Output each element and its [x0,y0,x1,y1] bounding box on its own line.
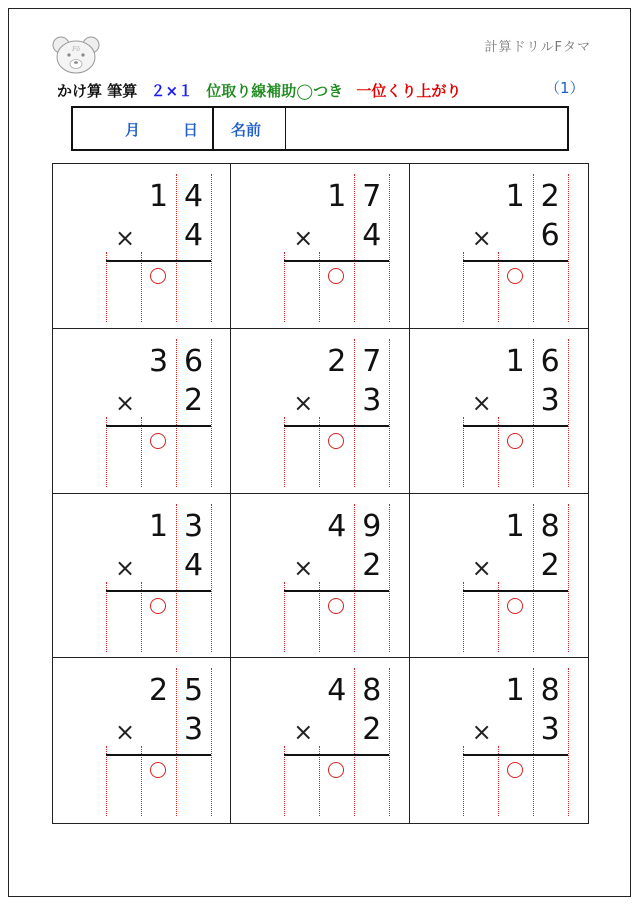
place-guide-line [498,582,499,652]
problem-cell [231,658,409,823]
multiplier-digit: 4 [183,218,204,253]
problem-cell [53,329,231,494]
place-guide-line [211,504,212,652]
multiplier-digit: 3 [362,382,382,418]
times-sign: × [293,388,314,417]
place-guide-line [319,252,320,322]
answer-line [106,754,211,756]
answer-line [284,590,389,592]
multiplication-problem [106,504,211,644]
multiplier-digit: 3 [183,712,204,748]
multiplier-digit: 3 [540,712,560,748]
page-number: （1） [545,79,585,97]
multiplicand-ones: 2 [540,179,560,214]
answer-line [463,260,568,262]
multiplication-problem [463,174,568,314]
multiplication-problem [284,668,389,808]
multiplier-digit: 3 [540,382,560,418]
carry-circle-icon [507,433,523,449]
problem-cell [53,494,231,659]
multiplication-problem [463,668,568,808]
problem-cell [410,494,588,659]
answer-line [463,754,568,756]
place-guide-line [463,582,464,652]
times-sign: × [471,553,492,582]
place-guide-line [319,582,320,652]
place-guide-line [389,174,390,322]
problem-cell [410,329,588,494]
multiplicand-ones: 7 [362,179,382,214]
box-divider [212,108,214,149]
multiplicand-tens: 2 [327,343,347,379]
multiplier-digit: 2 [183,382,204,418]
place-guide-line [389,668,390,816]
carry-circle-icon [507,598,523,614]
answer-line [463,590,568,592]
place-guide-line [211,339,212,487]
multiplication-problem [106,668,211,808]
place-guide-line [498,417,499,487]
place-guide-line [568,668,569,816]
place-guide-line [463,417,464,487]
multiplicand-ones: 8 [540,673,560,709]
place-guide-line [284,417,285,487]
carry-circle-icon [150,268,166,284]
month-label: 月 [125,121,141,139]
multiplicand-tens: 1 [505,343,525,379]
multiplicand-tens: 1 [505,508,525,544]
carry-circle-icon [328,433,344,449]
place-guide-line [498,252,499,322]
place-guide-line [106,252,107,322]
bear-logo-icon [50,35,102,75]
multiplication-problem [463,504,568,644]
problem-cell [410,164,588,329]
title-helper: 位取り線補助◯つき [206,82,344,100]
place-guide-line [389,504,390,652]
multiplication-problem [284,339,389,479]
carry-circle-icon [150,433,166,449]
place-guide-line [141,582,142,652]
place-guide-line [211,668,212,816]
multiplier-digit: 6 [540,218,560,253]
place-guide-line [389,339,390,487]
multiplier-digit: 4 [362,218,382,253]
place-guide-line [211,174,212,322]
name-label: 名前 [231,121,262,139]
title-carry: 一位くり上がり [356,82,462,100]
multiplication-problem [284,504,389,644]
problem-cell [231,494,409,659]
multiplicand-tens: 3 [148,343,169,379]
times-sign: × [471,224,492,252]
problem-grid [52,163,589,824]
answer-line [463,425,568,427]
place-guide-line [568,504,569,652]
multiplicand-tens: 4 [327,508,347,544]
times-sign: × [114,553,136,582]
problem-cell [410,658,588,823]
multiplicand-tens: 4 [327,673,347,709]
place-guide-line [568,339,569,487]
times-sign: × [293,718,314,747]
place-guide-line [141,417,142,487]
multiplicand-tens: 1 [148,179,169,214]
times-sign: × [471,388,492,417]
problem-cell [53,164,231,329]
answer-line [284,754,389,756]
multiplier-digit: 2 [540,547,560,583]
multiplicand-tens: 1 [505,179,525,214]
times-sign: × [293,553,314,582]
svg-text:Fō: Fō [72,46,80,53]
multiplicand-ones: 6 [540,343,560,379]
answer-line [106,590,211,592]
problem-cell [231,164,409,329]
place-guide-line [141,252,142,322]
multiplicand-ones: 8 [540,508,560,544]
multiplication-problem [106,339,211,479]
multiplicand-ones: 4 [183,179,204,214]
multiplicand-tens: 1 [505,673,525,709]
carry-circle-icon [328,762,344,778]
place-guide-line [498,746,499,816]
multiplication-problem [106,174,211,314]
answer-line [284,260,389,262]
place-guide-line [106,417,107,487]
place-guide-line [319,417,320,487]
carry-circle-icon [507,762,523,778]
multiplicand-ones: 5 [183,673,204,709]
multiplier-digit: 2 [362,547,382,583]
multiplicand-ones: 9 [362,508,382,544]
worksheet-title [57,80,469,101]
carry-circle-icon [328,598,344,614]
multiplication-problem [463,339,568,479]
problem-cell [53,658,231,823]
place-guide-line [568,174,569,322]
times-sign: × [114,224,136,252]
multiplicand-ones: 3 [183,508,204,544]
multiplicand-ones: 7 [362,343,382,379]
multiplicand-ones: 8 [362,673,382,709]
place-guide-line [106,746,107,816]
day-label: 日 [183,121,199,139]
carry-circle-icon [150,598,166,614]
multiplication-problem [284,174,389,314]
multiplicand-ones: 6 [183,343,204,379]
box-divider [285,108,286,149]
place-guide-line [463,252,464,322]
date-name-box [71,106,569,151]
answer-line [106,425,211,427]
problem-cell [231,329,409,494]
multiplier-digit: 4 [183,547,204,583]
place-guide-line [284,582,285,652]
brand-label: 計算ドリルFタマ [484,40,591,55]
times-sign: × [114,388,136,417]
multiplicand-tens: 1 [148,508,169,544]
multiplicand-tens: 1 [327,179,347,214]
place-guide-line [463,746,464,816]
place-guide-line [319,746,320,816]
multiplicand-tens: 2 [148,673,169,709]
place-guide-line [141,746,142,816]
times-sign: × [293,224,314,252]
title-operation: かけ算 筆算 [57,82,138,100]
answer-line [106,260,211,262]
carry-circle-icon [507,268,523,284]
times-sign: × [114,718,136,747]
carry-circle-icon [328,268,344,284]
carry-circle-icon [150,762,166,778]
title-digits: ２×１ [150,82,194,100]
place-guide-line [106,582,107,652]
place-guide-line [284,252,285,322]
times-sign: × [471,718,492,747]
place-guide-line [284,746,285,816]
multiplier-digit: 2 [362,712,382,748]
answer-line [284,425,389,427]
